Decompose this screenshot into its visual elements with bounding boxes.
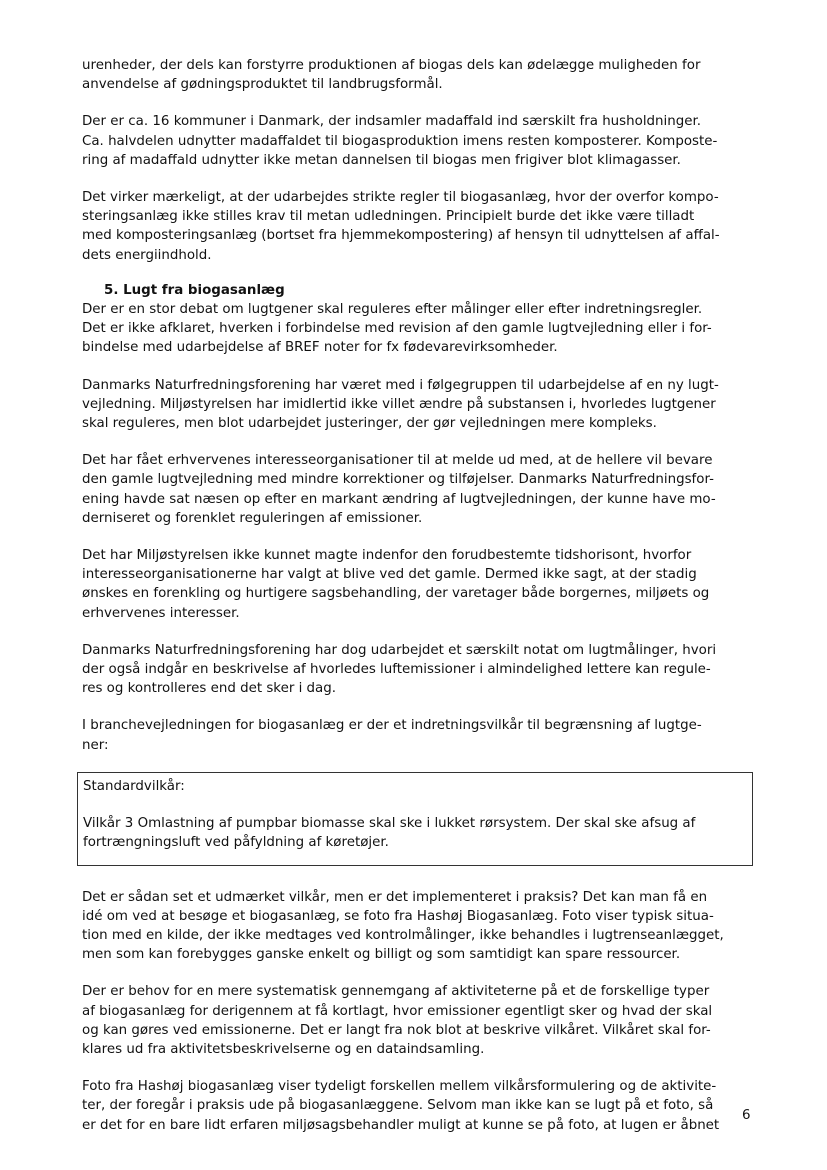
- paragraph-tidshorisont: Det har Miljøstyrelsen ikke kunnet magte indenfor den forudbestemte tidshorisont, hvorfor interesseorganisationerne har valgt at blive ved det gamle. Dermed ikke sagt, at der stadig ønskes en forenkling og hurtigere sagsbehandling, der varetager både borgernes, miljøets og erhvervenes interesser.: [82, 548, 710, 621]
- paragraph-interesseorganisationer: Det har fået erhvervenes interesseorganisationer til at melde ud med, at de hellere vil bevare den gamle lugtvejledning med mindre korrektioner og tilføjelser. Danmarks Naturfredningsfor- ening havde sat næsen op efter en markant ændring af lugtvejledningen, der kunne have mo- derniseret og forenklet reguleringen af emissioner.: [82, 453, 716, 526]
- paragraph-foelgegruppe: Danmarks Naturfredningsforening har været med i følgegruppen til udarbejdelse af en ny lugt- vejledning. Miljøstyrelsen har imidlertid ikke villet ændre på substansen i, hvorledes lugtgener skal reguleres, men blot udarbejdet justeringer, der gør vejledningen mere kompleks.: [82, 377, 719, 432]
- condition-box-text: Vilkår 3 Omlastning af pumpbar biomasse skal ske i lukket rørsystem. Der skal ske afsug af fortrængningsluft ved påfyldning af køretøjer.: [83, 816, 696, 851]
- standard-condition-box: [77, 772, 753, 866]
- paragraph-urenheder: urenheder, der dels kan forstyrre produktionen af biogas dels kan ødelægge muligheden for anvendelse af gødningsproduktet til landbrugsformål.: [82, 58, 701, 93]
- section-heading: 5. Lugt fra biogasanlæg: [104, 282, 285, 298]
- paragraph-lugtgener-debat: Der er en stor debat om lugtgener skal reguleres efter målinger eller efter indretningsregler. Det er ikke afklaret, hverken i forbindelse med revision af den gamle lugtvejledning eller i for- bindelse med udarbejdelse af BREF noter for fx fødevarevirksomheder.: [82, 302, 712, 356]
- paragraph-foto-hashoej: Foto fra Hashøj biogasanlæg viser tydeligt forskellen mellem vilkårsformulering og de aktivite- ter, der foregår i praksis ude på biogasanlæggene. Selvom man ikke kan se lugt på et foto, så er det for en bare lidt erfaren miljøsagsbehandler muligt at kunne se på foto, at lugen er åbnet: [82, 1079, 720, 1133]
- paragraph-lugtmaalinger-notat: Danmarks Naturfredningsforening har dog udarbejdet et særskilt notat om lugtmålinger, hvori der også indgår en beskrivelse af hvorledes luftemissioner i almindelighed lettere kan regule- res og kontrolleres end det sker i dag.: [82, 642, 717, 697]
- document-page: [82, 56, 756, 1153]
- paragraph-udmaerket-vilkaar: Det er sådan set et udmærket vilkår, men er det implementeret i praksis? Det kan man få en idé om ved at besøge et biogasanlæg, se foto fra Hashøj Biogasanlæg. Foto viser typisk situa- tion med en kilde, der ikke medtages ved kontrolmålinger, ikke behandles i lugtrenseanlægget, men som kan forebygges ganske enkelt og billigt og som samtidigt kan spare ressourcer.: [82, 889, 724, 963]
- page-number: 6: [742, 1108, 751, 1123]
- paragraph-komposteringsanlaeg: Det virker mærkeligt, at der udarbejdes strikte regler til biogasanlæg, hvor der overfor kompo- steringsanlæg ikke stilles krav til metan udledningen. Principielt burde det ikke være tilladt med komposteringsanlæg (bortset fra hjemmekompostering) af hensyn til udnyttelsen af affal- dets energiindhold.: [82, 190, 720, 263]
- paragraph-madaffald-kommuner: Der er ca. 16 kommuner i Danmark, der indsamler madaffald ind særskilt fra husholdninger. Ca. halvdelen udnytter madaffaldet til biogasproduktion imens resten komposterer. Komposte- ring af madaffald udnytter ikke metan dannelsen til biogas men frigiver blot klimagasser.: [82, 114, 718, 168]
- paragraph-systematisk-gennemgang: Der er behov for en mere systematisk gennemgang af aktiviteterne på et de forskellige typer af biogasanlæg for derigennem at få kortlagt, hvor emissioner egentligt sker og hvad der skal og kan gøres ved emissionerne. Det er langt fra nok blot at beskrive vilkåret. Vilkåret skal for- klares ud fra aktivitetsbeskrivelserne og en dataindsamling.: [82, 984, 713, 1057]
- condition-box-title: Standardvilkår:: [83, 778, 185, 794]
- paragraph-branchevejledning: I branchevejledningen for biogasanlæg er der et indretningsvilkår til begrænsning af lugtge- ner:: [82, 718, 702, 753]
